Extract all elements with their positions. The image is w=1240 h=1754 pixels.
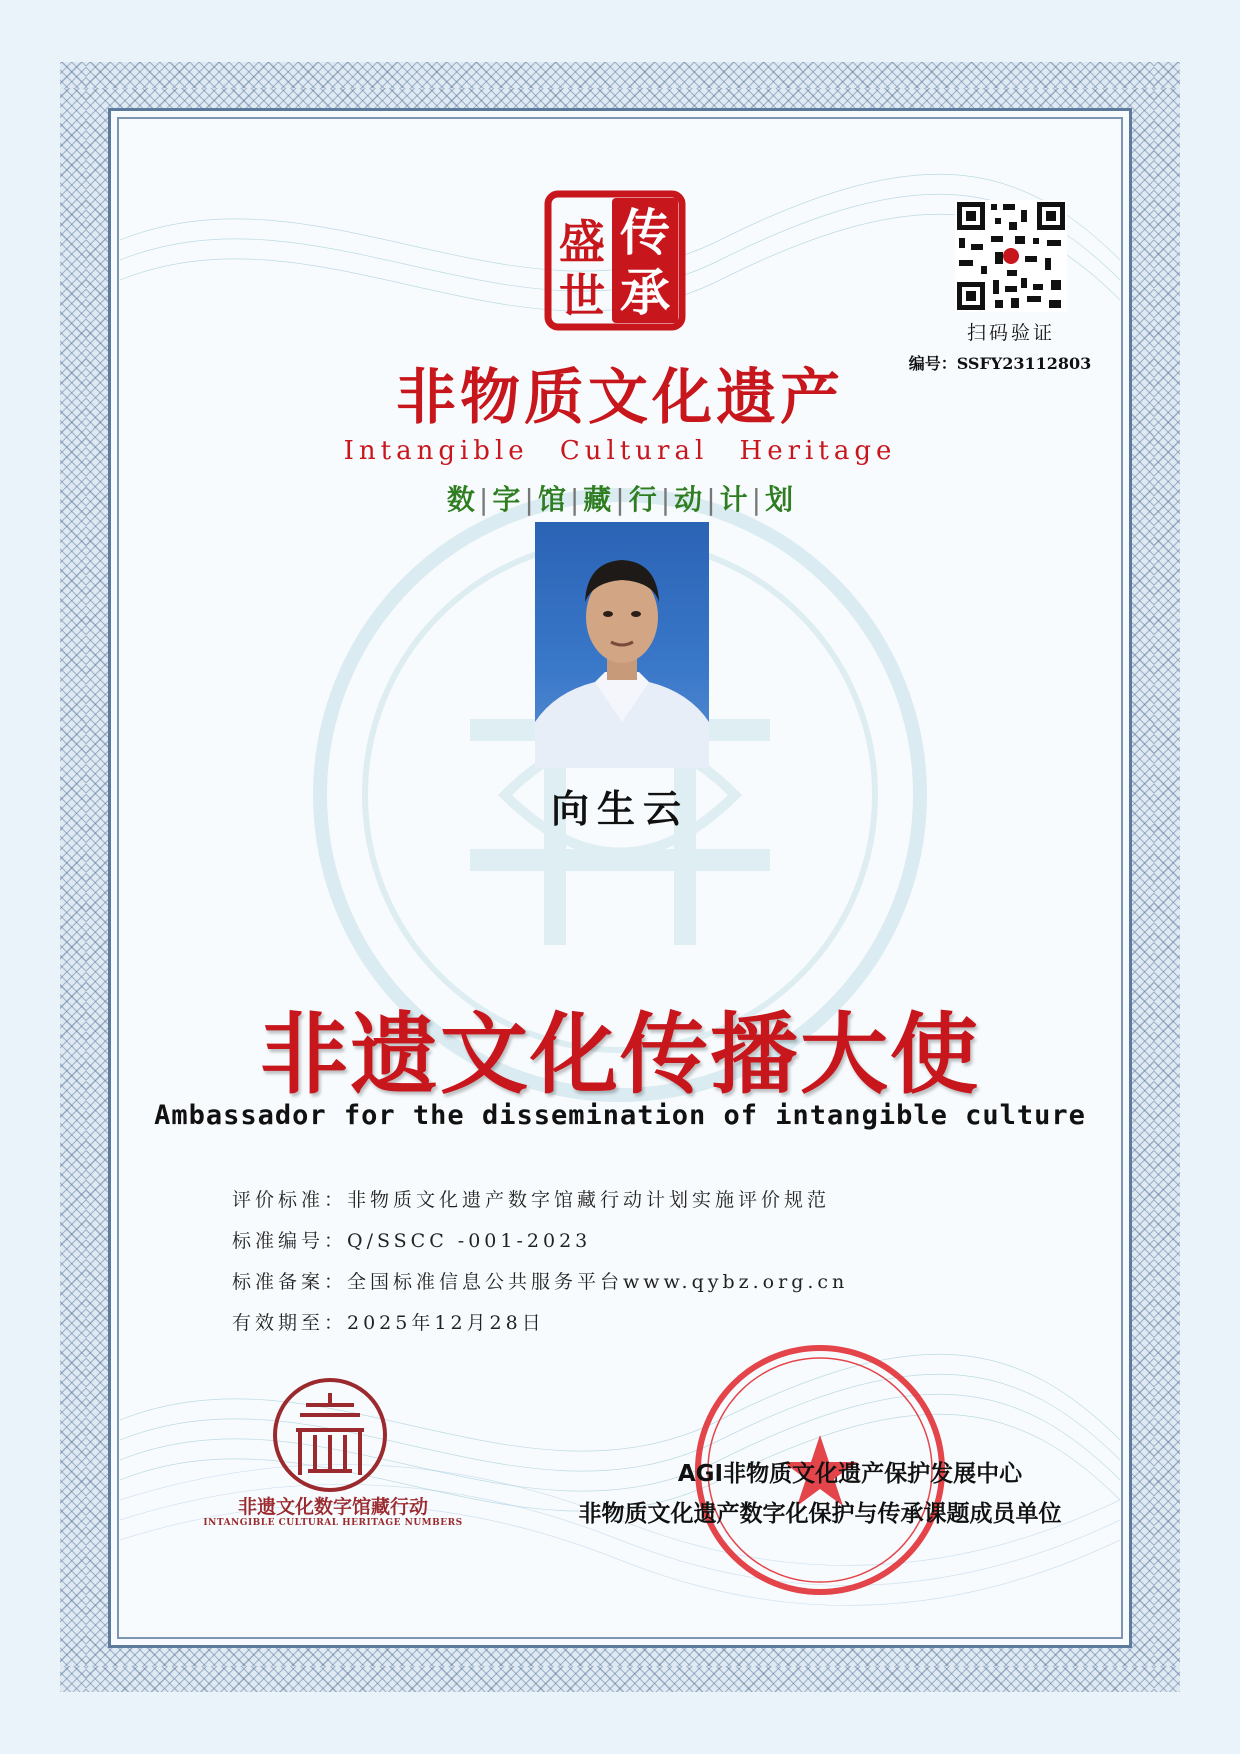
recipient-name: 向生云 <box>550 786 689 831</box>
slogan-char: 馆 <box>537 483 566 516</box>
portrait-illustration <box>535 522 709 768</box>
info-block <box>232 1185 848 1349</box>
seal-char-1: 传 <box>620 203 670 262</box>
standard-number: 标准编号：Q/SSCC -001-2023 <box>232 1230 592 1252</box>
slogan: 数 | 字 | 馆 | 藏 | 行 | 动 | 计 | 划 <box>446 483 794 516</box>
portrait-photo <box>535 522 709 768</box>
qr-code[interactable] <box>955 200 1067 312</box>
certificate-title-en: Ambassador for the dissemination of intangible culture <box>154 1100 1086 1131</box>
logo-title: 非遗文化数字馆藏行动 <box>237 1496 428 1518</box>
slogan-char: 行 <box>628 483 657 516</box>
seal-char-3: 承 <box>620 263 670 322</box>
issuing-organization: AGI非物质文化遗产保护发展中心 <box>677 1461 1023 1487</box>
heritage-title: 非物质文化遗产 <box>396 363 844 433</box>
evaluation-standard: 评价标准：非物质文化遗产数字馆藏行动计划实施评价规范 <box>232 1189 831 1211</box>
heritage-logo <box>270 1375 390 1495</box>
slogan-char: 划 <box>765 483 794 516</box>
slogan-char: 计 <box>719 483 748 516</box>
serial-number: 编号：SSFY23112803 <box>908 354 1092 373</box>
slogan-char: 字 <box>492 483 521 516</box>
standard-filing: 标准备案：全国标准信息公共服务平台www.qybz.org.cn <box>232 1271 849 1293</box>
valid-until: 有效期至：2025年12月28日 <box>232 1312 545 1334</box>
seal-char-2: 盛 <box>559 215 605 269</box>
qr-label: 扫码验证 <box>966 322 1055 344</box>
seal-logo <box>540 188 690 333</box>
slogan-char: 数 <box>446 483 475 516</box>
certificate-title: 非遗文化传播大使 <box>259 1002 980 1106</box>
seal-char-4: 世 <box>559 269 605 323</box>
heritage-title-en: Intangible Cultural Heritage <box>343 436 897 466</box>
slogan-char: 藏 <box>583 483 612 516</box>
member-unit: 非物质文化遗产数字化保护与传承课题成员单位 <box>578 1501 1062 1527</box>
slogan-char: 动 <box>674 483 703 516</box>
logo-subtitle: INTANGIBLE CULTURAL HERITAGE NUMBERS <box>203 1518 463 1528</box>
